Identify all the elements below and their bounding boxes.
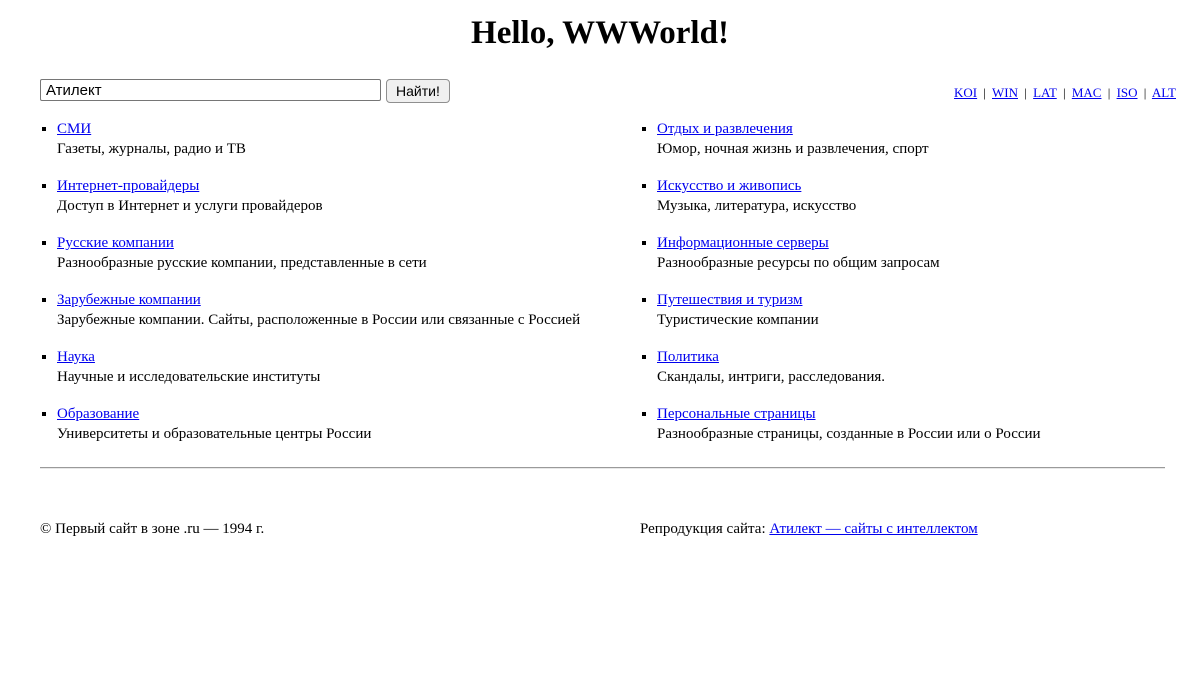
category-description: Университеты и образовательные центры России xyxy=(57,426,372,442)
category-item xyxy=(57,233,640,273)
footer-reproduction-label: Репродукция сайта: xyxy=(640,521,770,537)
toolbar xyxy=(40,79,1176,103)
category-item xyxy=(657,119,1160,159)
category-description: Доступ в Интернет и услуги провайдеров xyxy=(57,198,323,214)
search-button[interactable]: Найти! xyxy=(386,79,450,103)
footer-divider xyxy=(40,467,1165,469)
category-list-left xyxy=(40,119,640,461)
category-description: Разнообразные страницы, созданные в России или о России xyxy=(657,426,1041,442)
category-description: Юмор, ночная жизнь и развлечения, спорт xyxy=(657,141,929,157)
category-link[interactable]: Русские компании xyxy=(57,235,174,251)
page-title: Hello, WWWorld! xyxy=(471,15,729,51)
category-link[interactable]: Интернет-провайдеры xyxy=(57,178,200,194)
category-link[interactable]: Политика xyxy=(657,349,719,365)
category-description: Музыка, литература, искусство xyxy=(657,198,857,214)
footer xyxy=(40,519,1160,539)
search-input[interactable] xyxy=(40,79,381,101)
encoding-links xyxy=(954,85,1176,103)
encoding-separator: | xyxy=(1143,85,1147,100)
category-item xyxy=(657,404,1160,444)
category-item xyxy=(57,347,640,387)
encoding-link[interactable]: MAC xyxy=(1071,85,1102,100)
category-item xyxy=(57,404,640,444)
category-link[interactable]: Наука xyxy=(57,349,95,365)
encoding-link[interactable]: ALT xyxy=(1151,85,1176,100)
category-link[interactable]: Искусство и живопись xyxy=(657,178,802,194)
encoding-separator: | xyxy=(1062,85,1066,100)
category-directory xyxy=(40,119,1160,461)
encoding-separator: | xyxy=(983,85,986,100)
category-link[interactable]: Путешествия и туризм xyxy=(657,292,803,308)
category-description: Скандалы, интриги, расследования. xyxy=(657,369,886,385)
encoding-link[interactable]: ISO xyxy=(1116,85,1138,100)
encoding-link[interactable]: WIN xyxy=(992,85,1018,100)
category-item xyxy=(57,290,640,330)
category-link[interactable]: Информационные серверы xyxy=(657,235,829,251)
category-description: Разнообразные русские компании, представленные в сети xyxy=(57,255,427,271)
category-description: Туристические компании xyxy=(657,312,819,328)
encoding-link[interactable]: LAT xyxy=(1033,85,1057,100)
page xyxy=(0,12,1200,539)
category-description: Газеты, журналы, радио и ТВ xyxy=(57,141,246,157)
category-description: Зарубежные компании. Сайты, расположенные в России или связанные с Россией xyxy=(57,312,581,328)
category-link[interactable]: Отдых и развлечения xyxy=(657,121,793,137)
category-description: Разнообразные ресурсы по общим запросам xyxy=(657,255,940,271)
category-link[interactable]: Персональные страницы xyxy=(657,406,816,422)
category-list-right xyxy=(640,119,1160,461)
footer-reproduction xyxy=(640,519,1160,539)
category-item xyxy=(657,347,1160,387)
category-item xyxy=(57,119,640,159)
encoding-separator: | xyxy=(1024,85,1027,100)
search-form xyxy=(40,79,450,103)
category-item xyxy=(57,176,640,216)
footer-copyright: © Первый сайт в зоне .ru — 1994 г. xyxy=(40,521,265,537)
category-description: Научные и исследовательские институты xyxy=(57,369,321,385)
encoding-separator: | xyxy=(1107,85,1111,100)
category-item xyxy=(657,233,1160,273)
footer-reproduction-link[interactable]: Атилект — сайты с интеллектом xyxy=(769,521,978,537)
category-link[interactable]: Образование xyxy=(57,406,140,422)
category-item xyxy=(657,176,1160,216)
encoding-link[interactable]: KOI xyxy=(954,85,978,100)
category-link[interactable]: Зарубежные компании xyxy=(57,292,201,308)
category-link[interactable]: СМИ xyxy=(57,121,92,137)
category-item xyxy=(657,290,1160,330)
